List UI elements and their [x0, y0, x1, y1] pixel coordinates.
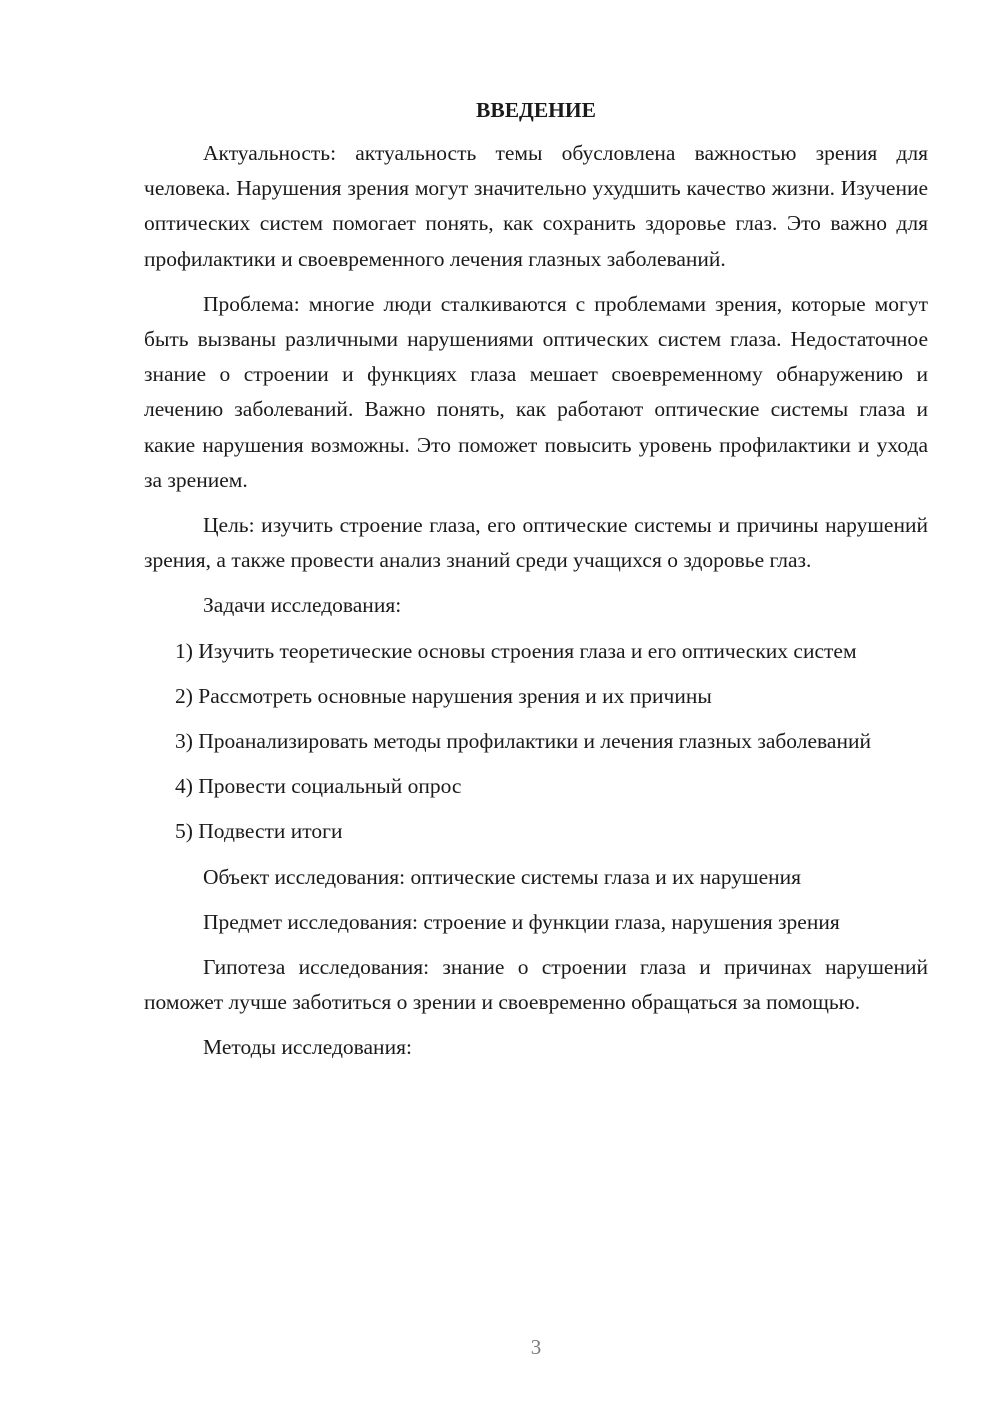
- page-content: [144, 95, 928, 1076]
- task-item-5: 5) Подвести итоги: [175, 819, 343, 844]
- section-title: ВВЕДЕНИЕ: [476, 98, 596, 122]
- tasks-heading: Задачи исследования:: [203, 593, 402, 618]
- research-subject: Предмет исследования: строение и функции глаза, нарушения зрения: [203, 909, 840, 934]
- task-item-4: 4) Провести социальный опрос: [175, 774, 462, 799]
- task-item-3: 3) Проанализировать методы профилактики и лечения глазных заболеваний: [175, 729, 871, 754]
- paragraph-problem: Проблема: многие люди сталкиваются с проблемами зрения, которые могут быть вызваны различными нарушениями оптических систем глаза. Недостаточное знание о строении и функциях глаза мешает своевременному обнаружению и лечению заболеваний. Важно понять, как работают оптические системы глаза и какие нарушения возможны. Это поможет повысить уровень профилактики и ухода за зрением.: [144, 291, 928, 492]
- paragraph-goal: Цель: изучить строение глаза, его оптические системы и причины нарушений зрения, а также провести анализ знаний среди учащихся о здоровье глаз.: [144, 513, 928, 573]
- paragraph-relevance: Актуальность: актуальность темы обусловлена важностью зрения для человека. Нарушения зрения могут значительно ухудшить качество жизни. Изучение оптических систем помогает понять, как сохранить здоровье глаз. Это важно для профилактики и своевременного лечения глазных заболеваний.: [144, 141, 928, 271]
- task-item-1: 1) Изучить теоретические основы строения глаза и его оптических систем: [175, 638, 857, 663]
- page-number: 3: [530, 1335, 542, 1359]
- research-object: Объект исследования: оптические системы глаза и их нарушения: [203, 864, 802, 889]
- task-item-2: 2) Рассмотреть основные нарушения зрения и их причины: [175, 683, 712, 708]
- methods-heading: Методы исследования:: [203, 1035, 412, 1060]
- research-hypothesis: Гипотеза исследования: знание о строении глаза и причинах нарушений поможет лучше заботиться о зрении и своевременно обращаться за помощью.: [144, 955, 928, 1015]
